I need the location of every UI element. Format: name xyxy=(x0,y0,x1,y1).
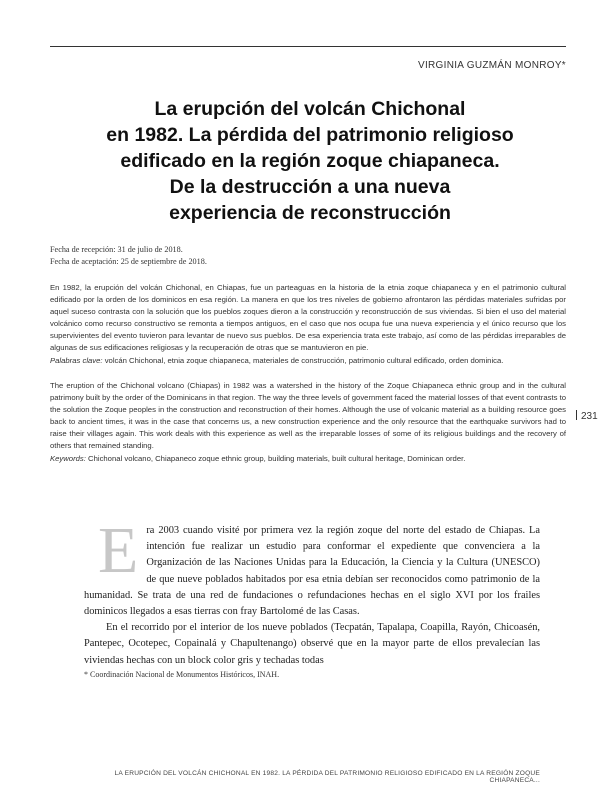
article-body xyxy=(84,514,540,669)
abstract-text: En 1982, la erupción del volcán Chichonal, en Chiapas, fue un parteaguas en la historia de la etnia zoque chiapaneca y en el patrimonio cultural edificado por la orden de los dominicos en esa región. La manera en que los tres niveles de gobierno afrontaron las pérdidas materiales sufridas por aquel suceso contrasta con la solución que los pueblos zoques dieron a la construcción y reconstrucción de sus viviendas. Si bien el uso del material volcánico como recurso constructivo se remonta a tiempos antiguos, en el caso que nos ocupa fue una nueva experiencia y el único recurso que los supervivientes del evento tuvieron para levantar de nuevo sus pueblos. De esa experiencia trata este trabajo, así como de las pérdidas irreparables de algunas de sus edificaciones religiosas y la recuperación de otras que se mantuvieron en pie. xyxy=(50,283,566,353)
body-text: En el recorrido por el interior de los nueve poblados (Tecpatán, Tapalapa, Coapilla, Rayón, Chicoasén, Pantepec, Ocotepec, Copainalá y Chapultenango) observé que en la mayor parte de ellos prevalecían las viviendas hechas con un block color gris y techadas todas xyxy=(84,622,540,666)
page-number-text: 231 xyxy=(581,411,598,422)
body-paragraph xyxy=(84,620,540,669)
title-line: La erupción del volcán Chichonal xyxy=(154,98,466,120)
keywords-label: Keywords: xyxy=(50,453,86,463)
title-line: edificado en la región zoque chiapaneca. xyxy=(120,150,500,172)
title-line: De la destrucción a una nueva xyxy=(169,176,451,198)
abstract-spanish xyxy=(50,282,566,367)
header-rule xyxy=(50,46,566,47)
accepted-date: Fecha de aceptación: 25 de septiembre de 2018. xyxy=(50,257,207,266)
drop-cap: E xyxy=(98,514,139,587)
page-number-bar xyxy=(576,410,577,420)
article-title xyxy=(70,96,550,226)
author-name: VIRGINIA GUZMÁN MONROY* xyxy=(417,60,566,71)
submission-dates xyxy=(50,244,566,268)
running-footer: LA ERUPCIÓN DEL VOLCÁN CHICHONAL EN 1982. LA PÉRDIDA DEL PATRIMONIO RELIGIOSO EDIFICADO EN LA REGIÓN ZOQUE CHIAPANECA... xyxy=(114,770,540,784)
body-text: ra 2003 cuando visité por primera vez la región zoque del norte del estado de Chiapas. La intención fue realizar un estudio para conformar el expediente que convenciera a la Organización de las Naciones Unidas para la Educación, la Ciencia y la Cultura (UNESCO) de que nueve poblados habitados por esa etnia debían ser reconocidos como patrimonio de la humanidad. Se trata de una red de fundaciones o refundaciones hechas en el siglo XVI por los frailes dominicos llegados a esas tierras con fray Bartolomé de las Casas. xyxy=(84,525,540,618)
title-line: en 1982. La pérdida del patrimonio religioso xyxy=(106,124,514,146)
page-number xyxy=(576,410,598,422)
footnote: * Coordinación Nacional de Monumentos Históricos, INAH. xyxy=(84,670,280,679)
abstract-english xyxy=(50,380,566,465)
keywords-text: Chichonal volcano, Chiapaneco zoque ethnic group, building materials, built cultural heritage, Dominican order. xyxy=(88,453,466,463)
title-line: experiencia de reconstrucción xyxy=(169,202,451,224)
keywords-text: volcán Chichonal, etnia zoque chiapaneca, materiales de construcción, patrimonio cultural edificado, orden dominica. xyxy=(104,355,504,365)
body-paragraph xyxy=(84,514,540,620)
abstract-text: The eruption of the Chichonal volcano (Chiapas) in 1982 was a watershed in the history of the Zoque Chiapaneca ethnic group and in the cultural patrimony built by the order of the Dominicans in that region. The way the three levels of government faced the material losses of that event contrasts to the solution the Zoque peoples in the construction and reconstruction of their homes. Although the use of volcanic material as a building resource goes back to ancient times, it was in the case that concerns us, a new construction experience and the only resource that the earthquake survivors had to raise their villages again. This work deals with this experience as well as the irreparable losses of some of its religious buildings and the recovery of others that remained standing. xyxy=(50,381,566,451)
received-date: Fecha de recepción: 31 de julio de 2018. xyxy=(50,245,183,254)
keywords-label: Palabras clave: xyxy=(50,355,103,365)
